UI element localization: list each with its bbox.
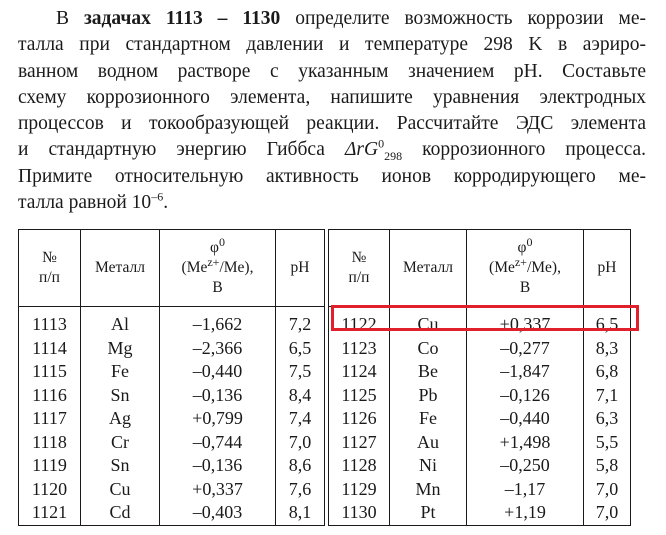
cell-ph: 5,8 [584,454,631,478]
cell-number: 1129 [329,478,390,502]
cell-ph: 6,5 [276,337,325,361]
cell-metal: Sn [81,454,160,478]
cell-metal: Cd [81,501,160,525]
cell-number: 1130 [329,501,390,525]
cell-ph: 7,0 [584,478,631,502]
cell-potential: –1,847 [467,360,584,384]
cell-potential: –0,250 [467,454,584,478]
cell-ph: 7,2 [276,307,325,337]
paragraph-line-8: талла равной $10^{-6}$. [18,189,169,214]
cell-number: 1125 [329,384,390,408]
table-row [19,384,631,408]
paragraph-line-3: ванном водном растворе с указанным значением pH. Составьте [18,60,646,82]
cell-number: 1127 [329,431,390,455]
cell-metal: Fe [390,407,467,431]
cell-metal: Al [81,307,160,337]
cell-number: 1117 [19,407,81,431]
cell-number: 1128 [329,454,390,478]
cell-ph: 6,3 [584,407,631,431]
cell-ph: 8,3 [584,337,631,361]
paragraph-line-5: процессов и токообразующей реакции. Рассчитайте ЭДС элемента [18,113,646,135]
paragraph-line-2: талла при стандартном давлении и температуре 298 K в аэриро- [18,34,646,56]
cell-potential: –0,136 [160,384,276,408]
cell-number: 1118 [19,431,81,455]
cell-metal: Mg [81,337,160,361]
header-potential: $\varphi^0$ $(Me^{z+}/Me)$, В [160,230,276,307]
cell-metal: Cu [81,478,160,502]
task-range: задачах 1113 – 1130 [83,8,281,29]
header-number: № п/п [19,230,81,307]
paragraph-line-4: схему коррозионного элемента, напишите уравнения электродных [18,86,646,108]
cell-ph: 7,4 [276,407,325,431]
header-ph: pH [276,230,325,307]
paragraph-line-7: Примите относительную активность ионов корродирующего ме- [18,165,646,187]
cell-potential: +1,498 [467,431,584,455]
header-ph: pH [584,230,631,307]
cell-number: 1126 [329,407,390,431]
cell-metal: Pt [390,501,467,525]
cell-potential: –0,440 [467,407,584,431]
cell-number: 1115 [19,360,81,384]
cell-number: 1116 [19,384,81,408]
cell-number: 1123 [329,337,390,361]
cell-potential: +1,19 [467,501,584,525]
cell-metal: Be [390,360,467,384]
cell-metal: Co [390,337,467,361]
cell-potential: –0,136 [160,454,276,478]
header-metal: Металл [390,230,467,307]
cell-ph: 7,0 [584,501,631,525]
cell-ph: 6,5 [584,307,631,337]
cell-number: 1114 [19,337,81,361]
cell-metal: Cu [390,307,467,337]
table-row [19,501,631,525]
cell-potential: +0,337 [467,307,584,337]
table-row [19,454,631,478]
table-row [19,307,631,337]
cell-potential: –1,17 [467,478,584,502]
cell-potential: –0,277 [467,337,584,361]
table-row [19,337,631,361]
cell-ph: 8,1 [276,501,325,525]
header-metal: Металл [81,230,160,307]
cell-number: 1120 [19,478,81,502]
cell-number: 1124 [329,360,390,384]
header-number: № п/п [329,230,390,307]
cell-metal: Sn [81,384,160,408]
cell-number: 1119 [19,454,81,478]
cell-metal: Mn [390,478,467,502]
cell-metal: Fe [81,360,160,384]
cell-potential: +0,337 [160,478,276,502]
cell-ph: 5,5 [584,431,631,455]
paragraph-line-6: и стандартную энергию Гиббса ΔrG$^0_{298}$ коррозионного процесса. [18,136,646,164]
cell-ph: 8,6 [276,454,325,478]
table-row [19,431,631,455]
paragraph-line-1: В задачах 1113 – 1130 определите возможность коррозии ме- [56,8,646,29]
table-row [19,407,631,431]
gibbs-symbol: ΔrG [344,139,379,161]
cell-metal: Pb [390,384,467,408]
cell-potential: –1,662 [160,307,276,337]
cell-potential: –0,744 [160,431,276,455]
task-paragraph [18,6,646,216]
cell-potential: –0,126 [467,384,584,408]
cell-metal: Cr [81,431,160,455]
cell-ph: 7,0 [276,431,325,455]
cell-number: 1113 [19,307,81,337]
cell-ph: 7,1 [584,384,631,408]
table-row [19,360,631,384]
table-row [19,478,631,502]
cell-ph: 7,5 [276,360,325,384]
cell-ph: 7,6 [276,478,325,502]
cell-potential: –2,366 [160,337,276,361]
cell-potential: –0,403 [160,501,276,525]
cell-metal: Ni [390,454,467,478]
cell-metal: Au [390,431,467,455]
cell-number: 1122 [329,307,390,337]
cell-potential: –0,440 [160,360,276,384]
cell-potential: +0,799 [160,407,276,431]
cell-metal: Ag [81,407,160,431]
cell-number: 1121 [19,501,81,525]
table-header-row [19,230,631,307]
potentials-table [18,229,631,526]
cell-ph: 8,4 [276,384,325,408]
header-potential: $\varphi^0$ $(Me^{z+}/Me)$, В [467,230,584,307]
cell-ph: 6,8 [584,360,631,384]
